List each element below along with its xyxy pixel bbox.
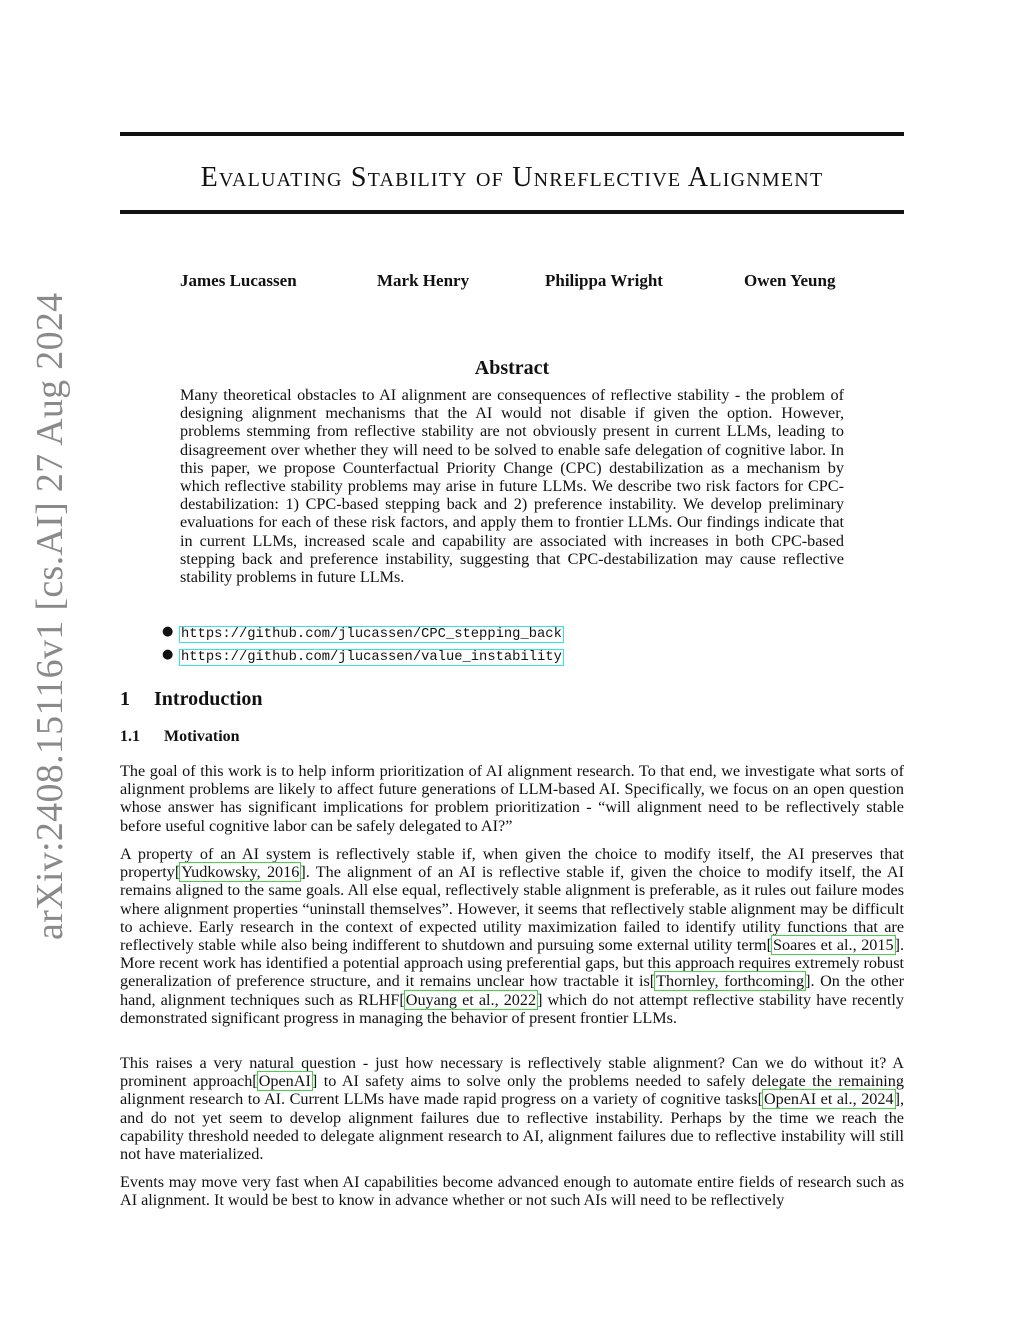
citation-link[interactable]: Ouyang et al., 2022 (405, 990, 537, 1009)
paper-title: Evaluating Stability of Unreflective Alignment (200, 162, 824, 193)
bullet-icon: ● (162, 647, 174, 662)
paragraph-3: This raises a very natural question - just how necessary is reflectively stable alignment? Can we do without it? A prominent approach[OpenAI] to AI safety aims to solve only the problems needed to safely delegate the remaining alignment research to AI. Current LLMs have made rapid progress on a variety of cognitive tasks[OpenAI et al., 2024], and do not yet seem to develop alignment failures due to reflective instability. Perhaps by the time we reach the capability threshold needed to delegate alignment research to AI, alignment failures due to reflective instability will still not have materialized. (120, 1054, 905, 1164)
citation-link[interactable]: Soares et al., 2015 (772, 936, 894, 955)
citation-link[interactable]: OpenAI et al., 2024 (763, 1090, 894, 1109)
author-name: Philippa Wright (545, 271, 663, 290)
abstract-body: Many theoretical obstacles to AI alignment are consequences of reflective stability - the problem of designing alignment mechanisms that the AI would not disable if given the option. However, problems stemming from reflective stability are not obviously present in current LLMs, leading to disagreement over whether they will need to be solved to enable safe delegation of cognitive labor. In this paper, we propose Counterfactual Priority Change (CPC) destabilization as a mechanism by which reflective stability problems may arise in future LLMs. We describe two risk factors for CPC-destabilization: 1) CPC-based stepping back and 2) preference instability. We develop preliminary evaluations for each of these risk factors, and apply them to frontier LLMs. Our findings indicate that in current LLMs, increased scale and capability are associated with increases in both CPC-based stepping back and preference instability, suggesting that CPC-destabilization may cause reflective stability problems in future LLMs. (180, 386, 844, 587)
github-link-cpc-stepping-back[interactable]: https://github.com/jlucassen/CPC_stepping_back (181, 627, 562, 642)
paragraph-4: Events may move very fast when AI capabilities become advanced enough to automate entire fields of research such as AI alignment. It would be best to know in advance whether or not such AIs will need to be reflectively (120, 1173, 904, 1210)
github-link-value-instability[interactable]: https://github.com/jlucassen/value_instability (181, 650, 562, 665)
title-rule-bottom (120, 210, 904, 214)
paragraph-1: The goal of this work is to help inform prioritization of AI alignment research. To that end, we investigate what sorts of alignment problems are likely to affect future generations of LLM-based AI. Specifically, we focus on an open question whose answer has significant implications for problem prioritization - “will alignment need to be reflectively stable before useful cognitive labor can be safely delegated to AI?” (120, 762, 904, 835)
arxiv-identifier-stamp: arXiv:2408.15116v1 [cs.AI] 27 Aug 2024 (29, 292, 71, 940)
subsection-title: Motivation (164, 728, 240, 745)
author-name: Mark Henry (377, 271, 470, 290)
citation-link[interactable]: Yudkowsky, 2016 (181, 863, 300, 882)
list-item (160, 620, 860, 643)
bullet-icon: ● (162, 624, 174, 639)
citation-link[interactable]: OpenAI (258, 1072, 311, 1091)
citation-link[interactable]: Thornley, forthcoming (656, 972, 805, 991)
paragraph-2: A property of an AI system is reflectively stable if, when given the choice to modify itself, the AI preserves that property[Yudkowsky, 2016]. The alignment of an AI is reflective stable if, given the choice to modify itself, the AI remains aligned to the same goals. All else equal, reflectively stable alignment is preferable, as it rules out failure modes where alignment properties “uninstall themselves”. However, it seems that reflectively stable alignment may be difficult to achieve. Early research in the context of expected utility maximization failed to identify utility functions that are reflectively stable while also being indifferent to shutdown and pursuing some external utility term[Soares et al., 2015]. More recent work has identified a potential approach using preferential gaps, but this approach requires extremely robust generalization of preference structure, and it remains unclear how tractable it is[Thornley, forthcoming]. On the other hand, alignment techniques such as RLHF[Ouyang et al., 2022] which do not attempt reflective stability have recently demonstrated significant progress in managing the behavior of present frontier LLMs. (120, 845, 905, 1027)
link-list (160, 620, 860, 666)
author-name: Owen Yeung (744, 271, 836, 290)
section-heading (120, 686, 263, 712)
subsection-heading (120, 726, 240, 748)
list-item (160, 643, 860, 666)
section-number: 1 (120, 688, 130, 710)
author-list (120, 268, 904, 298)
subsection-number: 1.1 (120, 728, 140, 745)
author-name: James Lucassen (180, 271, 297, 290)
title-rule-top (120, 132, 904, 136)
abstract-heading: Abstract (474, 357, 550, 379)
section-title: Introduction (154, 688, 263, 710)
